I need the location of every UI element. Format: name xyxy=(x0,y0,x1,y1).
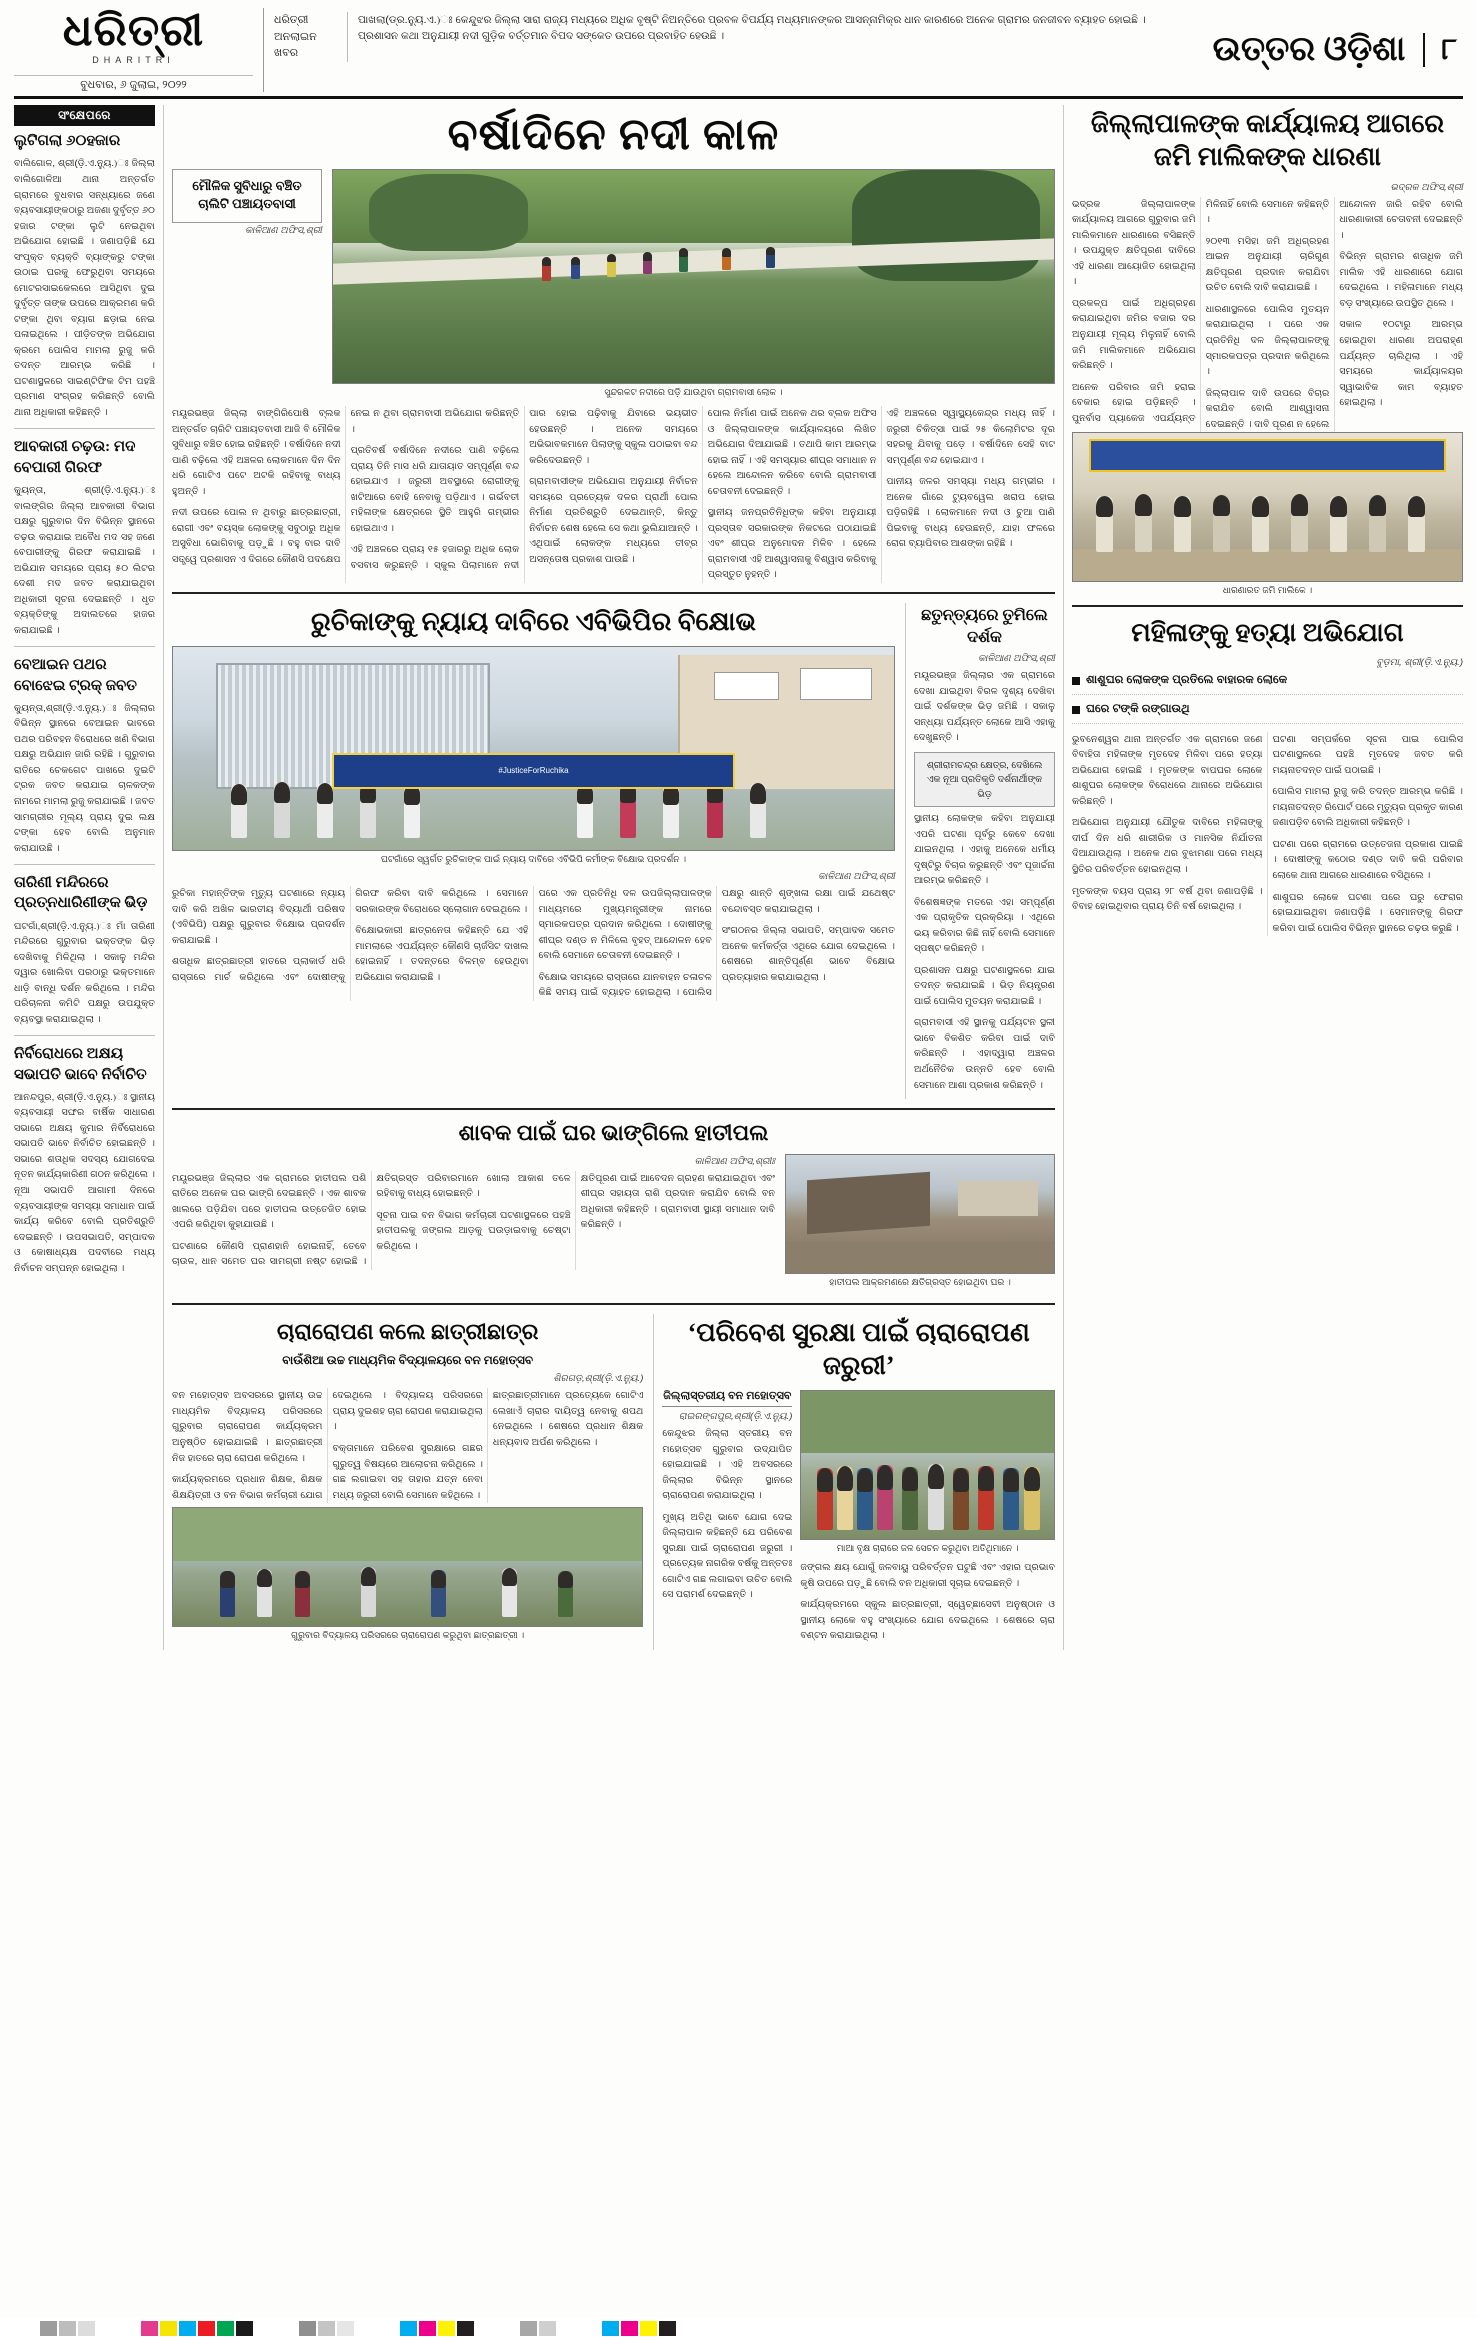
right-column xyxy=(1063,105,1463,1650)
collector-photo-caption: ଧାରଣାରତ ଜମି ମାଲିକେ । xyxy=(1222,585,1313,596)
collector-para: ଜିଲ୍ଲାପାଳ ଦାବି ଉପରେ ବିଚାର କରାଯିବ ବୋଲି ଆଶ୍ୱାସନା ଦେଇଛନ୍ତି । ଦାବି ପୂରଣ ନ ହେଲେ ଆନ୍ଦୋଳନ ଜାରି ରହିବ ବୋଲି ଧାରଣାକାରୀ ଚେତାବନୀ ଦେଇଛନ୍ତି । xyxy=(1205,198,1463,430)
env-photo xyxy=(800,1390,1055,1540)
lead-para: ମୟୂରଭଞ୍ଜ ଜିଲ୍ଲା ବାଙ୍ଗିରିପୋଷି ବ୍ଲକ ଅନ୍ତର୍ଗତ ଚାରିଟି ପଞ୍ଚାୟତବାସୀ ଆଜି ବି ମୌଳିକ ସୁବିଧାରୁ ବଞ୍ଚିତ ହୋଇ ରହିଛନ୍ତି । ବର୍ଷାଦିନେ ନଦୀ ପାଣି ବଢ଼ିଲେ ଏହି ଅଞ୍ଚଳର ଲୋକମାନେ ଦିନ ଦିନ ଧରି ଗୋଟିଏ ପଟେ ଅଟକି ରହିବାକୁ ବାଧ୍ୟ ହୁଅନ୍ତି । xyxy=(172,408,341,497)
brief-body: ଜିଲ୍ଲାର ବିଭିନ୍ନ ସ୍ଥାନରେ ବେଆଇନ ଭାବରେ ପଥର ପରିବହନ ବିରୋଧରେ ଖଣି ବିଭାଗ ପକ୍ଷରୁ ଅଭିଯାନ ଜାରି ରହିଛି । ଗୁରୁବାର ରାତିରେ ଚେକଗେଟ ପାଖରେ ଦୁଇଟି ଟ୍ରକ ଜବତ କରାଯାଇ ଚାଳକଙ୍କ ନାମରେ ମାମଲା ରୁଜୁ କରାଯାଇଛି । ଜବତ ସାମଗ୍ରୀର ମୂଲ୍ୟ ପ୍ରାୟ ଦୁଇ ଲକ୍ଷ ଟଙ୍କା ହେବ ବୋଲି ଅନୁମାନ କରାଯାଉଛି । xyxy=(14,702,155,854)
lead-para: ଏହି ଅଞ୍ଚଳରେ ସ୍ୱାସ୍ଥ୍ୟକେନ୍ଦ୍ର ମଧ୍ୟ ନାହିଁ । ଜରୁରୀ ଚିକିତ୍ସା ପାଇଁ ୨୫ କିଲୋମିଟର ଦୂର ସହରକୁ ଯିବାକୁ ପଡ଼େ । ବର୍ଷାଦିନେ ସେହି ବାଟ ସମ୍ପୂର୍ଣ୍ଣ ବନ୍ଦ ହୋଇଯାଏ । xyxy=(886,408,1055,466)
brief-item xyxy=(14,1044,155,1276)
brief-headline: ତାରିଣୀ ମନ୍ଦିରରେ ପ୍ରତ୍ନଧାରିଣୀଙ୍କ ଭିଡ଼ xyxy=(14,875,148,912)
center-column xyxy=(164,105,1063,1650)
snake-headline: ଛତୁନ୍ତ୍ୟରେ ତୁମିଲେ ଦର୍ଶକ xyxy=(921,606,1048,646)
collector-photo xyxy=(1072,432,1463,582)
lead-subheadline: ମୌଳିକ ସୁବିଧାରୁ ବଞ୍ଚିତ ଚାଲିଟି ପଞ୍ଚାୟତବାସୀ xyxy=(192,178,302,211)
page-number: ୮ xyxy=(1423,33,1457,67)
brief-headline: ବେଆଇନ ପଥର ବୋଝେଇ ଟ୍ରକ୍ ଜବତ xyxy=(14,657,137,694)
left-rail xyxy=(14,105,164,1650)
brief-item xyxy=(14,655,155,856)
abvp-para: ବିକ୍ଷୋଭ ସମୟରେ ରାସ୍ତାରେ ଯାନବାହନ ଚଳାଚଳ କିଛି ସମୟ ପାଇଁ ବ୍ୟାହତ ହୋଇଥିଲା । ପୋଲିସ ପକ୍ଷରୁ ଶାନ୍ତି ଶୃଙ୍ଖଳା ରକ୍ଷା ପାଇଁ ଯଥେଷ୍ଟ ବନ୍ଦୋବସ୍ତ କରାଯାଇଥିଲା । xyxy=(538,888,895,999)
lead-story xyxy=(172,109,1055,583)
strip-text: ପାଖଲା(ଡ୍ର.ନ୍ୟୁ.ଏ.)ଃ କେନ୍ଦୁଝର ଜିଲ୍ଲା ସାରା ରାଜ୍ୟ ମଧ୍ୟରେ ଅଧିକ ବୃଷ୍ଟି ନିଅନ୍ତିରେ ପ୍ରବଳ ବିପର୍ଯ୍ୟ ମଧ୍ୟମାନଙ୍କର ଆସନ୍ନାମିକ୍ର ଧାନ କାରଣରେ ଅନେକ ଗ୍ରାମର ଜନଜୀବନ ବ୍ୟାହତ ହୋଇଛି । ପ୍ରଶାସନ କଥା ଅନୁଯାୟୀ ନଦୀ ଗୁଡ଼ିକ ବର୍ତ୍ତମାନ ବିପଦ ସଙ୍କେତ ଉପରେ ପ୍ରବାହିତ ହେଉଛି । xyxy=(358,14,1146,43)
divider xyxy=(14,1035,155,1036)
abvp-para: ରୁଚିକା ମହାନ୍ତିଙ୍କ ମୃତ୍ୟୁ ଘଟଣାରେ ନ୍ୟାୟ ଦାବି କରି ଅଖିଳ ଭାରତୀୟ ବିଦ୍ୟାର୍ଥୀ ପରିଷଦ (ଏବିଭିପି) ପକ୍ଷରୁ ଗୁରୁବାର ବିକ୍ଷୋଭ ପ୍ରଦର୍ଶନ କରାଯାଇଛି । xyxy=(172,888,346,946)
collector-headline: ଜିଲ୍ଲାପାଳଙ୍କ କାର୍ଯ୍ୟାଳୟ ଆଗରେ ଜମି ମାଲିକଙ୍କ ଧାରଣା xyxy=(1090,109,1445,172)
brief-dateline: ଆନନ୍ଦପୁର, ଶ୍ରୀ(ଡ଼ି.ଏ.ନ୍ୟୁ.)ଃ xyxy=(14,1091,128,1103)
strip-label: ଧରିତ୍ରୀ ଅନଲାଇନ ଖବର xyxy=(274,12,348,62)
snake-para: ଗ୍ରାମବାସୀ ଏହି ସ୍ଥାନକୁ ପର୍ଯ୍ୟଟନ ସ୍ଥଳୀ ଭାବେ ବିକଶିତ କରିବା ପାଇଁ ଦାବି କରିଛନ୍ତି । ଏହାଦ୍ୱାରା ଅଞ୍ଚଳର ଅର୍ଥନୈତିକ ଉନ୍ନତି ହେବ ବୋଲି ସେମାନେ ଆଶା ପ୍ରକାଶ କରିଛନ୍ତି । xyxy=(914,1017,1055,1091)
lead-para: ପ୍ରତିବର୍ଷ ବର୍ଷାଦିନେ ନଦୀରେ ପାଣି ବଢ଼ିଲେ ପ୍ରାୟ ତିନି ମାସ ଧରି ଯାତାୟାତ ସମ୍ପୂର୍ଣ୍ଣ ବନ୍ଦ ହୋଇଯାଏ । ଜରୁରୀ ଅବସ୍ଥାରେ ରୋଗୀଙ୍କୁ ଖଟିଆରେ ବୋହି ନେବାକୁ ପଡ଼ିଥାଏ । ଗର୍ଭବତୀ ମହିଳାଙ୍କ କ୍ଷେତ୍ରରେ ସ୍ଥିତି ଆହୁରି ଗମ୍ଭୀର ହୋଇଥାଏ । xyxy=(350,445,520,534)
lead-sub-block xyxy=(172,169,322,240)
collector-byline: ଭଦ୍ରକ ଅଫିସ,ଶ୍ରୀ xyxy=(1390,181,1463,193)
murder-bullets xyxy=(1072,672,1463,723)
collector-para: ପ୍ରକଳ୍ପ ପାଇଁ ଅଧିଗ୍ରହଣ କରାଯାଇଥିବା ଜମିର ବଜାର ଦର ଅନୁଯାୟୀ ମୂଲ୍ୟ ମିଳୁନାହିଁ ବୋଲି ଜମି ମାଲିକମାନେ ଅଭିଯୋଗ କରିଛନ୍ତି । xyxy=(1072,297,1196,372)
poster-graphic xyxy=(714,672,779,700)
section-kicker: ସଂକ୍ଷେପରେ xyxy=(14,105,155,126)
murder-para: ଘଟଣା ପରେ ଗ୍ରାମରେ ଉତ୍ତେଜନା ପ୍ରକାଶ ପାଇଛି । ଦୋଷୀଙ୍କୁ କଠୋର ଦଣ୍ଡ ଦାବି କରି ପରିବାର ଲୋକେ ଥାନା ଆଗରେ ଧାରଣାରେ ବସିଥିଲେ । xyxy=(1272,838,1463,882)
registration-color-bars xyxy=(0,2317,1477,2339)
abvp-body xyxy=(172,886,895,1001)
masthead-logo xyxy=(14,8,264,92)
elephant-para: କ୍ଷତିପୂରଣ ପାଇଁ ଆବେଦନ ଗ୍ରହଣ କରାଯାଇଥିବା ଏବଂ ଶୀଘ୍ର ସହାୟତା ରାଶି ପ୍ରଦାନ କରାଯିବ ବୋଲି ବନ ଅଧିକାରୀ କହିଛନ୍ତି । ଗ୍ରାମବାସୀ ସ୍ଥାୟୀ ସମାଧାନ ଦାବି କରିଛନ୍ତି । xyxy=(580,1172,775,1231)
murder-para: ଶାଶୁଘର ଲୋକେ ଘଟଣା ପରେ ଘରୁ ଫେରାର ହୋଇଯାଇଥିବା ଜଣାପଡ଼ିଛି । ସେମାନଙ୍କୁ ଗିରଫ କରିବା ପାଇଁ ପୋଲିସ ବିଭିନ୍ନ ସ୍ଥାନରେ ଚଢ଼ଉ କରୁଛି । xyxy=(1272,891,1463,934)
murder-bullet: ଘରେ ଟଙ୍କି ରଙ୍ଗାଉଥି xyxy=(1072,701,1463,724)
lead-para: ସ୍ଥାନୀୟ ଜନପ୍ରତିନିଧିଙ୍କ କହିବା ଅନୁଯାୟୀ ପ୍ରସ୍ତାବ ସରକାରଙ୍କ ନିକଟରେ ପଠାଯାଇଛି ଏବଂ ଶୀଘ୍ର ଅନୁମୋଦନ ମିଳିବ । ହେଲେ ଗ୍ରାମବାସୀ ଏହି ଆଶ୍ୱାସନାକୁ ବିଶ୍ୱାସ କରିବାକୁ ପ୍ରସ୍ତୁତ ନୁହନ୍ତି । xyxy=(707,507,877,581)
logo-subtext: DHARITRI xyxy=(92,55,175,66)
elephant-para: ସୂଚନା ପାଇ ବନ ବିଭାଗ କର୍ମଚାରୀ ଘଟଣାସ୍ଥଳରେ ପହଞ୍ଚି ହାତୀପଲକୁ ଜଙ୍ଗଲ ଆଡ଼କୁ ଘଉଡ଼ାଇବାକୁ ଚେଷ୍ଟା କରିଥିଲେ । xyxy=(376,1209,571,1252)
abvp-para: ସଂଗଠନର ଜିଲ୍ଲା ସଭାପତି, ସମ୍ପାଦକ ସମେତ ଅନେକ କର୍ମକର୍ତ୍ତା ଏଥିରେ ଯୋଗ ଦେଇଥିଲେ । ଶେଷରେ ଶାନ୍ତିପୂର୍ଣ୍ଣ ଭାବେ ବିକ୍ଷୋଭ ପ୍ରତ୍ୟାହାର କରାଯାଇଥିଲା । xyxy=(721,925,895,983)
lead-para: ପୋଲ ନିର୍ମାଣ ପାଇଁ ଅନେକ ଥର ବ୍ଲକ ଅଫିସ ଓ ଜିଲ୍ଲାପାଳଙ୍କ କାର୍ଯ୍ୟାଳୟରେ ଲିଖିତ ଅଭିଯୋଗ ଦିଆଯାଇଛି । ତଥାପି କାମ ଆରମ୍ଭ ହୋଇ ନାହିଁ । ଏହି ସମସ୍ୟାର ଶୀଘ୍ର ସମାଧାନ ନ ହେଲେ ଆନ୍ଦୋଳନ କରିବେ ବୋଲି ଗ୍ରାମବାସୀ ଚେତାବନୀ ଦେଇଛନ୍ତି । xyxy=(707,408,877,497)
mid-row xyxy=(172,603,1055,1099)
story-collector xyxy=(1072,107,1463,596)
murder-para: ଘଟଣା ସମ୍ପର୍କରେ ସୂଚନା ପାଇ ପୋଲିସ ଘଟଣାସ୍ଥଳରେ ପହଞ୍ଚି ମୃତଦେହ ଜବତ କରି ମୟନାତଦନ୍ତ ପାଇଁ ପଠାଇଛି । xyxy=(1272,733,1463,776)
murder-para: ପୋଲିସ ମାମଲା ରୁଜୁ କରି ତଦନ୍ତ ଆରମ୍ଭ କରିଛି । ମୟନାତଦନ୍ତ ରିପୋର୍ଟ ପରେ ମୃତ୍ୟୁର ପ୍ରକୃତ କାରଣ ଜଣାପଡ଼ିବ ବୋଲି ଅଧିକାରୀ କହିଛନ୍ତି । xyxy=(1272,786,1463,829)
lead-photo xyxy=(332,169,1055,384)
sapling-para: ବକ୍ତାମାନେ ପରିବେଶ ସୁରକ୍ଷାରେ ଗଛର ଗୁରୁତ୍ୱ ବିଷୟରେ ଆଲୋଚନା କରିଥିଲେ । ଗଛ ଲଗାଇବା ସହ ତାହାର ଯତ୍ନ ନେବା ମଧ୍ୟ ଜରୁରୀ ବୋଲି ସେମାନେ କହିଥିଲେ । xyxy=(332,1443,483,1501)
divider xyxy=(1072,605,1463,607)
collector-para: ଧାରଣାସ୍ଥଳରେ ପୋଲିସ ମୁତୟନ କରାଯାଇଥିଲା । ପରେ ଏକ ପ୍ରତିନିଧି ଦଳ ଜିଲ୍ଲାପାଳଙ୍କୁ ସ୍ମାରକପତ୍ର ପ୍ରଦାନ କରିଥିଲେ । xyxy=(1205,303,1330,378)
collector-body xyxy=(1072,197,1463,432)
lead-para: ନଦୀ ଉପରେ ପୋଲ ନ ଥିବାରୁ ଛାତ୍ରଛାତ୍ରୀ, ରୋଗୀ ଏବଂ ବୟସ୍କ ଲୋକଙ୍କୁ ସବୁଠାରୁ ଅଧିକ ଅସୁବିଧା ଭୋଗିବାକୁ ପଡ଼ୁଛି । ବହୁ ବାର ଦାବି ସତ୍ତ୍ୱେ ପ୍ରଶାସନ ଏ ଦିଗରେ କୌଣସି ପଦକ୍ଷେପ ନେଇ ନ ଥିବା ଗ୍ରାମବାସୀ ଅଭିଯୋଗ କରିଛନ୍ତି । xyxy=(172,408,520,565)
brief-dateline: କ୍ୟୁନ୍ତା,ଶ୍ରୀ(ଡ଼ି.ଏ.ନ୍ୟୁ.)ଃ xyxy=(14,702,117,714)
collector-para: ବିଭିନ୍ନ ଗ୍ରାମର ଶତାଧିକ ଜମି ମାଲିକ ଏହି ଧାରଣାରେ ଯୋଗ ଦେଇଥିଲେ । ମହିଳାମାନେ ମଧ୍ୟ ବଡ଼ ସଂଖ୍ୟାରେ ଉପସ୍ଥିତ ଥିଲେ । xyxy=(1339,251,1463,309)
sapling-subheadline: ବାଉଁଶିଆ ଉଚ୍ଚ ମାଧ୍ୟମିକ ବିଦ୍ୟାଳୟରେ ବନ ମହୋତ୍ସବ xyxy=(282,1353,534,1368)
abvp-byline: କାଳିଆଣ ଅଫିସ,ଶ୍ରୀ xyxy=(818,871,895,883)
lead-para: ଏହି ଅଞ୍ଚଳରେ ପ୍ରାୟ ୧୫ ହଜାରରୁ ଅଧିକ ଲୋକ ବସବାସ କରୁଛନ୍ତି । ସ୍କୁଲ ପିଲାମାନେ ନଦୀ ପାର ହୋଇ ପଢ଼ିବାକୁ ଯିବାରେ ଭୟଭୀତ ହେଉଛନ୍ତି । ଅନେକ ସମୟରେ ଅଭିଭାବକମାନେ ପିଲାଙ୍କୁ ସ୍କୁଲ ପଠାଇବା ବନ୍ଦ କରିଦେଉଛନ୍ତି । xyxy=(350,408,698,571)
murder-para: ମୃତକଙ୍କ ବୟସ ପ୍ରାୟ ୨୮ ବର୍ଷ ଥିବା ଜଣାପଡ଼ିଛି । ବିବାହ ହୋଇଥିବାର ପ୍ରାୟ ତିନି ବର୍ଷ ହୋଇଥିଲା । xyxy=(1072,885,1263,913)
lead-para: ପାନୀୟ ଜଳର ସମସ୍ୟା ମଧ୍ୟ ଗମ୍ଭୀର । ଅନେକ ଗାଁରେ ଟ୍ୟୁବୱେଲ ଖରାପ ହୋଇ ପଡ଼ିରହିଛି । ଲୋକମାନେ ନଦୀ ଓ ଚୁଆ ପାଣି ପିଇବାକୁ ବାଧ୍ୟ ହେଉଛନ୍ତି, ଯାହା ଫଳରେ ରୋଗ ବ୍ୟାପିବାର ଆଶଙ୍କା ରହିଛି । xyxy=(886,476,1055,550)
swatch-group-5 xyxy=(520,2321,556,2336)
murder-para: ଭୁବନେଶ୍ୱର ଥାନା ଅନ୍ତର୍ଗତ ଏକ ଗ୍ରାମରେ ଜଣେ ବିବାହିତା ମହିଳାଙ୍କ ମୃତଦେହ ମିଳିବା ପରେ ହତ୍ୟା ଅଭିଯୋଗ ହୋଇଛି । ମୃତକଙ୍କ ବାପଘର ଲୋକେ ଶାଶୁଘର ଲୋକଙ୍କ ବିରୋଧରେ ଥାନାରେ ଅଭିଯୋଗ କରିଛନ୍ତି । xyxy=(1072,733,1263,807)
snake-para: ମୟୂରଭଞ୍ଜ ଜିଲ୍ଲାର ଏକ ଗ୍ରାମରେ ଦେଖା ଯାଇଥିବା ବିରଳ ଦୃଶ୍ୟ ଦେଖିବା ପାଇଁ ଦର୍ଶକଙ୍କ ଭିଡ଼ ଜମିଛି । ସକାଳୁ ସନ୍ଧ୍ୟା ପର୍ଯ୍ୟନ୍ତ ଲୋକେ ଆସି ଏହାକୁ ଦେଖୁଛନ୍ତି । xyxy=(914,670,1055,744)
snake-para: ପ୍ରଶାସନ ପକ୍ଷରୁ ଘଟଣାସ୍ଥଳରେ ଯାଇ ତଦନ୍ତ କରାଯାଇଛି । ଭିଡ଼ ନିୟନ୍ତ୍ରଣ ପାଇଁ ପୋଲିସ ମୁତୟନ କରାଯାଇଛି । xyxy=(914,964,1055,1007)
murder-body xyxy=(1072,732,1463,936)
brief-item xyxy=(14,131,155,420)
sapling-photo-caption: ଗୁରୁବାର ବିଦ୍ୟାଳୟ ପରିସରରେ ଚାରାରୋପଣ କରୁଥିବା ଛାତ୍ରଛାତ୍ରୀ । xyxy=(291,1630,525,1641)
elephant-para: ମୟୂରଭଞ୍ଜ ଜିଲ୍ଲାର ଏକ ଗ୍ରାମରେ ହାତୀପଲ ପଶି ରାତିରେ ଅନେକ ଘର ଭାଙ୍ଗି ଦେଇଛନ୍ତି । ଏକ ଶାବକ ଖାଲରେ ପଡ଼ିଯିବା ପରେ ହାତୀପଲ ଉତ୍ତେଜିତ ହୋଇ ଏପରି କରିଥିବା କୁହାଯାଉଛି । xyxy=(172,1172,367,1231)
murder-bullet: ଶାଶୁଘର ଲୋକଙ୍କ ପ୍ରତିଲେ ବାହାରକ ଲୋକେ xyxy=(1072,672,1463,695)
collector-para: ଅନେକ ପରିବାର ଜମି ହରାଇ ବେକାର ହୋଇ ପଡ଼ିଛନ୍ତି । ପୁନର୍ବାସ ପ୍ୟାକେଜ ଏପର୍ଯ୍ୟନ୍ତ ମିଳିନାହିଁ ବୋଲି ସେମାନେ କହିଛନ୍ତି । xyxy=(1072,198,1330,424)
sapling-headline: ଚାରାରୋପଣ କଲେ ଛାତ୍ରୀଛାତ୍ର xyxy=(276,1318,539,1344)
brief-body: ମାଁ ତାରିଣୀ ମନ୍ଦିରରେ ଗୁରୁବାର ଭକ୍ତଙ୍କ ଭିଡ଼ ଦେଖିବାକୁ ମିଳିଥିଲା । ସକାଳୁ ମନ୍ଦିର ଦ୍ୱାର ଖୋଲିବା ପରଠାରୁ ଭକ୍ତମାନେ ଧାଡ଼ି ବାନ୍ଧି ଦର୍ଶନ କରିଥିଲେ । ମନ୍ଦିର ପରିଚାଳନା କମିଟି ପକ୍ଷରୁ ଉପଯୁକ୍ତ ବ୍ୟବସ୍ଥା କରାଯାଇଥିଲା । xyxy=(14,920,155,1025)
logo-wordmark: ଧରିତ୍ରୀ xyxy=(62,6,205,55)
murder-para: ଅଭିଯୋଗ ଅନୁଯାୟୀ ଯୌତୁକ ଦାବିରେ ମହିଳାଙ୍କୁ ଦୀର୍ଘ ଦିନ ଧରି ଶାରୀରିକ ଓ ମାନସିକ ନିର୍ଯାତନା ଦିଆଯାଉଥିଲା । ଅନେକ ଥର ବୁଝାମଣା ପରେ ମଧ୍ୟ ସ୍ଥିତିର ପରିବର୍ତ୍ତନ ହୋଇନଥିଲା । xyxy=(1072,817,1263,876)
elephant-photo xyxy=(785,1154,1055,1274)
snake-para: ସ୍ଥାନୀୟ ଲୋକଙ୍କ କହିବା ଅନୁଯାୟୀ ଏପରି ଘଟଣା ପୂର୍ବରୁ କେବେ ଦେଖା ଯାଇନଥିଲା । ଏହାକୁ ଅନେକେ ଧର୍ମୀୟ ଦୃଷ୍ଟିରୁ ବିଚାର କରୁଛନ୍ତି ଏବଂ ପୂଜାର୍ଚ୍ଚନା ଆରମ୍ଭ କରିଛନ୍ତି । xyxy=(914,813,1055,887)
env-para: କାର୍ଯ୍ୟକ୍ରମରେ ସ୍କୁଲ ଛାତ୍ରଛାତ୍ରୀ, ସ୍ୱେଚ୍ଛାସେବୀ ଅନୁଷ୍ଠାନ ଓ ସ୍ଥାନୀୟ ଲୋକେ ବହୁ ସଂଖ୍ୟାରେ ଯୋଗ ଦେଇଥିଲେ । ଶେଷରେ ଚାରା ବଣ୍ଟନ କରାଯାଇଥିଲା । xyxy=(800,1599,1055,1642)
abvp-photo-caption: ଘଟଗାଁରେ ସ୍ୱର୍ଗତ ରୁଚିକାଙ୍କ ପାଇଁ ନ୍ୟାୟ ଦାବିରେ ଏବିଭିପି କର୍ମୀଙ୍କ ବିକ୍ଷୋଭ ପ୍ରଦର୍ଶନ । xyxy=(380,854,687,865)
collector-para: ୨୦୧୩ ମସିହା ଜମି ଅଧିଗ୍ରହଣ ଆଇନ ଅନୁଯାୟୀ ଚାରିଗୁଣ କ୍ଷତିପୂରଣ ପ୍ରଦାନ କରାଯିବା ଉଚିତ ବୋଲି ଦାବି କରାଯାଇଛି । xyxy=(1205,235,1330,294)
elephant-photo-caption: ହାତୀପଲ ଆକ୍ରମଣରେ କ୍ଷତିଗ୍ରସ୍ତ ହୋଇଥିବା ଘର । xyxy=(829,1276,1011,1287)
sapling-para: ବନ ମହୋତ୍ସବ ଅବସରରେ ସ୍ଥାନୀୟ ଉଚ୍ଚ ମାଧ୍ୟମିକ ବିଦ୍ୟାଳୟ ପରିସରରେ ଗୁରୁବାର ଚାରାରୋପଣ କାର୍ଯ୍ୟକ୍ରମ ଅନୁଷ୍ଠିତ ହୋଇଯାଇଛି । ଛାତ୍ରଛାତ୍ରୀ ନିଜ ହାତରେ ଚାରା ରୋପଣ କରିଥିଲେ । xyxy=(172,1390,323,1464)
swatch-group-2 xyxy=(141,2321,253,2336)
env-para: ମୁଖ୍ୟ ଅତିଥି ଭାବେ ଯୋଗ ଦେଇ ଜିଲ୍ଲାପାଳ କହିଛନ୍ତି ଯେ ପରିବେଶ ସୁରକ୍ଷା ପାଇଁ ଚାରାରୋପଣ ଜରୁରୀ । ପ୍ରତ୍ୟେକ ନାଗରିକ ବର୍ଷକୁ ଅନ୍ତତଃ ଗୋଟିଏ ଗଛ ଲଗାଇବା ଉଚିତ ବୋଲି ସେ ପରାମର୍ଶ ଦେଇଛନ୍ତି । xyxy=(662,1511,793,1601)
sapling-body xyxy=(172,1388,643,1503)
story-murder xyxy=(1072,616,1463,936)
protest-banner: #JusticeForRuchika xyxy=(332,753,736,790)
brief-item xyxy=(14,437,155,638)
story-snake xyxy=(905,603,1055,1099)
brief-dateline: ଘଟଗାଁ,ଶ୍ରୀ(ଡ଼ି.ଏ.ନ୍ୟୁ.)ଃ xyxy=(14,920,111,932)
env-byline: ରାଇରଙ୍ଗପୁର,ଶ୍ରୀ(ଡ଼ି.ଏ.ନ୍ୟୁ.) xyxy=(678,1411,793,1423)
snake-pullquote: ଶ୍ରୀରାମଚନ୍ଦ୍ର କ୍ଷେତ୍ର, ଦେଖିଲେ ଏକ ନୂଆ ପ୍ରତିକୃତି ଦର୍ଶନାର୍ଥୀଙ୍କ ଭିଡ଼ xyxy=(914,752,1055,807)
poster-graphic xyxy=(800,668,872,700)
env-para: ଜଙ୍ଗଲ କ୍ଷୟ ଯୋଗୁଁ ଜଳବାୟୁ ପରିବର୍ତ୍ତନ ଘଟୁଛି ଏବଂ ଏହାର ପ୍ରଭାବ କୃଷି ଉପରେ ପଡ଼ୁଛି ବୋଲି ବନ ଅଧିକାରୀ ସୂଚାଇ ଦେଇଛନ୍ତି । xyxy=(800,1562,1055,1589)
brief-body: ଜିଲ୍ଲା ବାଲିଗୋଳିଆ ଥାନା ଅନ୍ତର୍ଗତ ଗ୍ରାମରେ ବୁଧବାର ସନ୍ଧ୍ୟାରେ ଜଣେ ବ୍ୟବସାୟୀଙ୍କଠାରୁ ଅଜଣା ଦୁର୍ବୃତ୍ତ ୬୦ ହଜାର ଟଙ୍କା ଲୁଟି ନେଇଥିବା ଅଭିଯୋଗ ହୋଇଛି । ଜଣାପଡ଼ିଛି ଯେ ସଂପୃକ୍ତ ବ୍ୟକ୍ତି ବ୍ୟାଙ୍କରୁ ଟଙ୍କା ଉଠାଇ ଘରକୁ ଫେରୁଥିବା ସମୟରେ ମୋଟରସାଇକେଲରେ ଆସିଥିବା ଦୁଇ ଦୁର୍ବୃତ୍ତ ତାଙ୍କ ଉପରେ ଆକ୍ରମଣ କରି ଟଙ୍କା ଥିବା ବ୍ୟାଗ ଛଡ଼ାଇ ନେଇ ପଳାଇଥିଲେ । ପୀଡ଼ିତଙ୍କ ଅଭିଯୋଗ କ୍ରମେ ପୋଲିସ ମାମଲା ରୁଜୁ କରି ତଦନ୍ତ ଆରମ୍ଭ କରିଛି । ଘଟଣାସ୍ଥଳରେ ସାଇଣ୍ଟିଫିକ ଟିମ ପହଞ୍ଚି ପ୍ରମାଣ ସଂଗ୍ରହ କରିଛନ୍ତି ବୋଲି ଥାନା ଅଧିକାରୀ କହିଛନ୍ତି । xyxy=(14,158,155,418)
env-photo-caption: ମାଆ ବୃକ୍ଷ ଚାରାରେ ଜଳ ସେଚନ କରୁଥିବା ଅତିଥିମାନେ । xyxy=(836,1543,1019,1554)
murder-byline: ବୁଡ଼ମା, ଶ୍ରୀ(ଡ଼ି.ଏ.ନ୍ୟୁ.) xyxy=(1376,657,1463,669)
divider xyxy=(172,1303,1055,1305)
lead-headline: ବର୍ଷାଦିନେ ନଦୀ କାଳ xyxy=(447,110,780,160)
story-sapling xyxy=(172,1314,643,1650)
divider xyxy=(14,864,155,865)
env-subheadline: ଜିଲ୍ଲାସ୍ତରୀୟ ବନ ମହୋତ୍ସବ xyxy=(662,1390,792,1407)
brief-item xyxy=(14,873,155,1027)
story-abvp xyxy=(172,603,895,1099)
elephant-para: ଘଟଣାରେ କୌଣସି ପ୍ରାଣହାନି ହୋଇନାହିଁ, ତେବେ ଚାଉଳ, ଧାନ ସମେତ ଘର ସାମଗ୍ରୀ ନଷ୍ଟ ହୋଇଛି । କ୍ଷତିଗ୍ରସ୍ତ ପରିବାରମାନେ ଖୋଲା ଆକାଶ ତଳେ ରହିବାକୁ ବାଧ୍ୟ ହୋଇଛନ୍ତି । xyxy=(172,1172,571,1268)
env-para: କେନ୍ଦୁଝର ଜିଲ୍ଲା ସ୍ତରୀୟ ବନ ମହୋତ୍ସବ ଗୁରୁବାର ଉଦ୍‌ଯାପିତ ହୋଇଯାଇଛି । ଏହି ଅବସରରେ ଜିଲ୍ଲାର ବିଭିନ୍ନ ସ୍ଥାନରେ ଚାରାରୋପଣ କରାଯାଇଥିଲା । xyxy=(662,1428,793,1502)
brief-dateline: ବାଲିଗୋଳ, ଶ୍ରୀ(ଡ଼ି.ଏ.ନ୍ୟୁ.)ଃ xyxy=(14,158,129,170)
swatch-group-3 xyxy=(299,2321,354,2336)
abvp-para: ପରେ ଏକ ପ୍ରତିନିଧି ଦଳ ଉପଜିଲ୍ଲାପାଳଙ୍କ ମାଧ୍ୟମରେ ମୁଖ୍ୟମନ୍ତ୍ରୀଙ୍କ ନାମରେ ସ୍ମାରକପତ୍ର ପ୍ରଦାନ କରିଥିଲେ । ଦୋଷୀଙ୍କୁ ଶୀଘ୍ର ଦଣ୍ଡ ନ ମିଳିଲେ ବୃହତ୍ ଆନ୍ଦୋଳନ ହେବ ବୋଲି ସେମାନେ ଚେତାବନୀ ଦେଇଛନ୍ତି । xyxy=(538,888,712,962)
swatch-group-4 xyxy=(400,2321,474,2336)
swatch-group-1 xyxy=(40,2321,95,2336)
elephant-byline: କାଳିଆଣ ଅଫିସ,ଶ୍ରୀଃ xyxy=(694,1155,775,1167)
sapling-para: ଛାତ୍ରଛାତ୍ରୀମାନେ ପ୍ରତ୍ୟେକେ ଗୋଟିଏ ଲେଖାଏଁ ଚାରାର ଦାୟିତ୍ୱ ନେବାକୁ ଶପଥ ନେଇଥିଲେ । ଶେଷରେ ପ୍ରଧାନ ଶିକ୍ଷକ ଧନ୍ୟବାଦ ଅର୍ପଣ କରିଥିଲେ । xyxy=(492,1390,644,1448)
page-content xyxy=(14,105,1463,1650)
elephant-body xyxy=(172,1171,775,1270)
brief-headline: ନିର୍ବିରୋଧରେ ଅକ୍ଷୟ ସଭାପତି ଭାବେ ନିର୍ବାଚିତ xyxy=(14,1046,147,1083)
divider xyxy=(14,428,155,429)
swatch-group-6 xyxy=(602,2321,676,2336)
snake-byline: କାଳିଆଣ ଅଫିସ,ଶ୍ରୀ xyxy=(978,653,1055,665)
abvp-para: ଶତାଧିକ ଛାତ୍ରଛାତ୍ରୀ ହାତରେ ପ୍ଲାକାର୍ଡ ଧରି ରାସ୍ତାରେ ମାର୍ଚ କରିଥିଲେ ଏବଂ ଦୋଷୀଙ୍କୁ ଗିରଫ କରିବା ଦାବି କରିଥିଲେ । ସେମାନେ ସରକାରଙ୍କ ବିରୋଧରେ ସ୍ଲୋଗାନ ଦେଇଥିଲେ । xyxy=(172,888,529,983)
publication-date: ବୁଧବାର, ୬ ଜୁଲାଇ, ୨୦୨୨ xyxy=(14,75,253,92)
brief-headline: ଆବକାରୀ ଚଢ଼ଉ: ମଦ ବେପାରୀ ଗିରଫ xyxy=(14,439,136,476)
brief-dateline: କ୍ୟୁନ୍ତା, ଶ୍ରୀ(ଡ଼ି.ଏ.ନ୍ୟୁ.)ଃ xyxy=(14,484,155,496)
divider xyxy=(172,592,1055,594)
divider xyxy=(14,646,155,647)
bottom-row xyxy=(172,1314,1055,1650)
masthead xyxy=(14,8,1463,99)
abvp-headline: ରୁଚିକାଙ୍କୁ ନ୍ୟାୟ ଦାବିରେ ଏବିଭିପିର ବିକ୍ଷୋଭ xyxy=(311,606,756,636)
murder-headline: ମହିଳାଙ୍କୁ ହତ୍ୟା ଅଭିଯୋଗ xyxy=(1131,618,1404,648)
story-elephant xyxy=(172,1119,1055,1294)
edition-name: ଉତ୍ତର ଓଡ଼ିଶା xyxy=(1212,31,1406,69)
lead-byline: କାଳିଆଣ ଅଫିସ,ଶ୍ରୀ xyxy=(245,225,322,237)
env-headline: ‘ପରିବେଶ ସୁରକ୍ଷା ପାଇଁ ଚାରାରୋପଣ ଜରୁରୀ’ xyxy=(687,1317,1030,1380)
brief-body: ସ୍ଥାନୀୟ ବ୍ୟବସାୟୀ ସଙ୍ଘର ବାର୍ଷିକ ସାଧାରଣ ସଭାରେ ଅକ୍ଷୟ କୁମାର ନିର୍ବିରୋଧରେ ସଭାପତି ଭାବେ ନିର୍ବାଚିତ ହୋଇଛନ୍ତି । ସଭାରେ ଶତାଧିକ ସଦସ୍ୟ ଯୋଗଦେଇ ନୂତନ କାର୍ଯ୍ୟକାରିଣୀ ଗଠନ କରିଥିଲେ । ନୂଆ ସଭାପତି ଆଗାମୀ ଦିନରେ ବ୍ୟବସାୟୀଙ୍କ ସମସ୍ୟା ସମାଧାନ ପାଇଁ କାର୍ଯ୍ୟ କରିବେ ବୋଲି ପ୍ରତିଶ୍ରୁତି ଦେଇଛନ୍ତି । ଉପସଭାପତି, ସମ୍ପାଦକ ଓ କୋଷାଧ୍ୟକ୍ଷ ପଦବୀରେ ମଧ୍ୟ ନିର୍ବାଚନ ସମ୍ପନ୍ନ ହୋଇଥିଲା । xyxy=(14,1091,155,1274)
brief-headline: ଲୁଟିଗଲା ୬୦ହଜାର xyxy=(14,133,121,150)
masthead-strip xyxy=(264,8,1163,92)
abvp-para: ବିକ୍ଷୋଭକାରୀ ଛାତ୍ରନେତା କହିଛନ୍ତି ଯେ ଏହି ମାମଲାରେ ଏପର୍ଯ୍ୟନ୍ତ କୌଣସି ଚାର୍ଜସିଟ ଦାଖଲ ହୋଇନାହିଁ । ତଦନ୍ତରେ ବିଳମ୍ବ ହେଉଥିବା ଅଭିଯୋଗ କରାଯାଇଛି । xyxy=(355,925,529,983)
brief-body: ବାଲଙ୍ଗିର ଜିଲ୍ଲା ଆବକାରୀ ବିଭାଗ ପକ୍ଷରୁ ଗୁରୁବାର ଦିନ ବିଭିନ୍ନ ସ୍ଥାନରେ ଚଢ଼ଉ କରାଯାଇ ଅବୈଧ ମଦ ସହ ଜଣେ ବେପାରୀଙ୍କୁ ଗିରଫ କରାଯାଇଛି । ଅଭିଯାନ ସମୟରେ ପ୍ରାୟ ୫୦ ଲିଟର ଦେଶୀ ମଦ ଜବତ କରାଯାଇଥିବା ଅଧିକାରୀ ସୂଚନା ଦେଇଛନ୍ତି । ଧୃତ ବ୍ୟକ୍ତିଙ୍କୁ ଅଦାଲତରେ ହାଜର କରାଯାଇଛି । xyxy=(14,500,155,636)
snake-para: ବିଶେଷଜ୍ଞଙ୍କ ମତରେ ଏହା ସମ୍ପୂର୍ଣ୍ଣ ଏକ ପ୍ରାକୃତିକ ପ୍ରକ୍ରିୟା । ଏଥିରେ ଭୟ କରିବାର କିଛି ନାହିଁ ବୋଲି ସେମାନେ ସ୍ପଷ୍ଟ କରିଛନ୍ତି । xyxy=(914,896,1055,955)
masthead-edition xyxy=(1163,8,1463,92)
abvp-photo xyxy=(172,646,895,851)
elephant-headline: ଶାବକ ପାଇଁ ଘର ଭାଙ୍ଗିଲେ ହାତୀପଲ xyxy=(458,1120,769,1146)
sapling-para: କାର୍ଯ୍ୟକ୍ରମରେ ପ୍ରଧାନ ଶିକ୍ଷକ, ଶିକ୍ଷକ ଶିକ୍ଷୟିତ୍ରୀ ଓ ବନ ବିଭାଗ କର୍ମଚାରୀ ଯୋଗ ଦେଇଥିଲେ । ବିଦ୍ୟାଳୟ ପରିସରରେ ପ୍ରାୟ ଦୁଇଶହ ଚାରା ରୋପଣ କରାଯାଇଥିଲା । xyxy=(172,1390,483,1501)
lead-photo-block xyxy=(332,169,1055,404)
story-env xyxy=(653,1314,1055,1650)
lead-body xyxy=(172,406,1055,583)
divider xyxy=(172,1108,1055,1110)
collector-para: ଭଦ୍ରକ ଜିଲ୍ଲାପାଳଙ୍କ କାର୍ଯ୍ୟାଳୟ ଆଗରେ ଗୁରୁବାର ଜମି ମାଲିକମାନେ ଧାରଣାରେ ବସିଛନ୍ତି । ଉପଯୁକ୍ତ କ୍ଷତିପୂରଣ ଦାବିରେ ଏହି ଧାରଣା ଆୟୋଜିତ ହୋଇଥିଲା । xyxy=(1072,198,1196,288)
sapling-byline: ଶିରଗଡ଼,ଶ୍ରୀ(ଡ଼ି.ଏ.ନ୍ୟୁ.) xyxy=(553,1373,644,1385)
lead-photo-caption: ସୁନ୍ଦରକଟ ନଦୀରେ ପଡ଼ି ଯାଉଥିବା ଗ୍ରାମବାସୀ ଲୋକ । xyxy=(604,387,783,398)
lead-para: ଗ୍ରାମବାସୀଙ୍କ ଅଭିଯୋଗ ଅନୁଯାୟୀ ନିର୍ବାଚନ ସମୟରେ ପ୍ରତ୍ୟେକ ଦଳର ପ୍ରାର୍ଥୀ ପୋଲ ନିର୍ମାଣ ପ୍ରତିଶ୍ରୁତି ଦେଇଥାନ୍ତି, କିନ୍ତୁ ନିର୍ବାଚନ ଶେଷ ହେଲେ ସେ କଥା ଭୁଲିଯାଆନ୍ତି । ଏଥିପାଇଁ ଲୋକଙ୍କ ମଧ୍ୟରେ ତୀବ୍ର ଅସନ୍ତୋଷ ପ୍ରକାଶ ପାଉଛି । xyxy=(529,476,698,565)
collector-para: ସକାଳ ୧୦ଟାରୁ ଆରମ୍ଭ ହୋଇଥିବା ଧାରଣା ଅପରାହ୍ଣ ପର୍ଯ୍ୟନ୍ତ ଚାଲିଥିଲା । ଏହି ସମୟରେ କାର୍ଯ୍ୟାଳୟର ସ୍ୱାଭାବିକ କାମ ବ୍ୟାହତ ହୋଇଥିଲା । xyxy=(1339,319,1463,409)
sapling-photo xyxy=(172,1507,643,1627)
